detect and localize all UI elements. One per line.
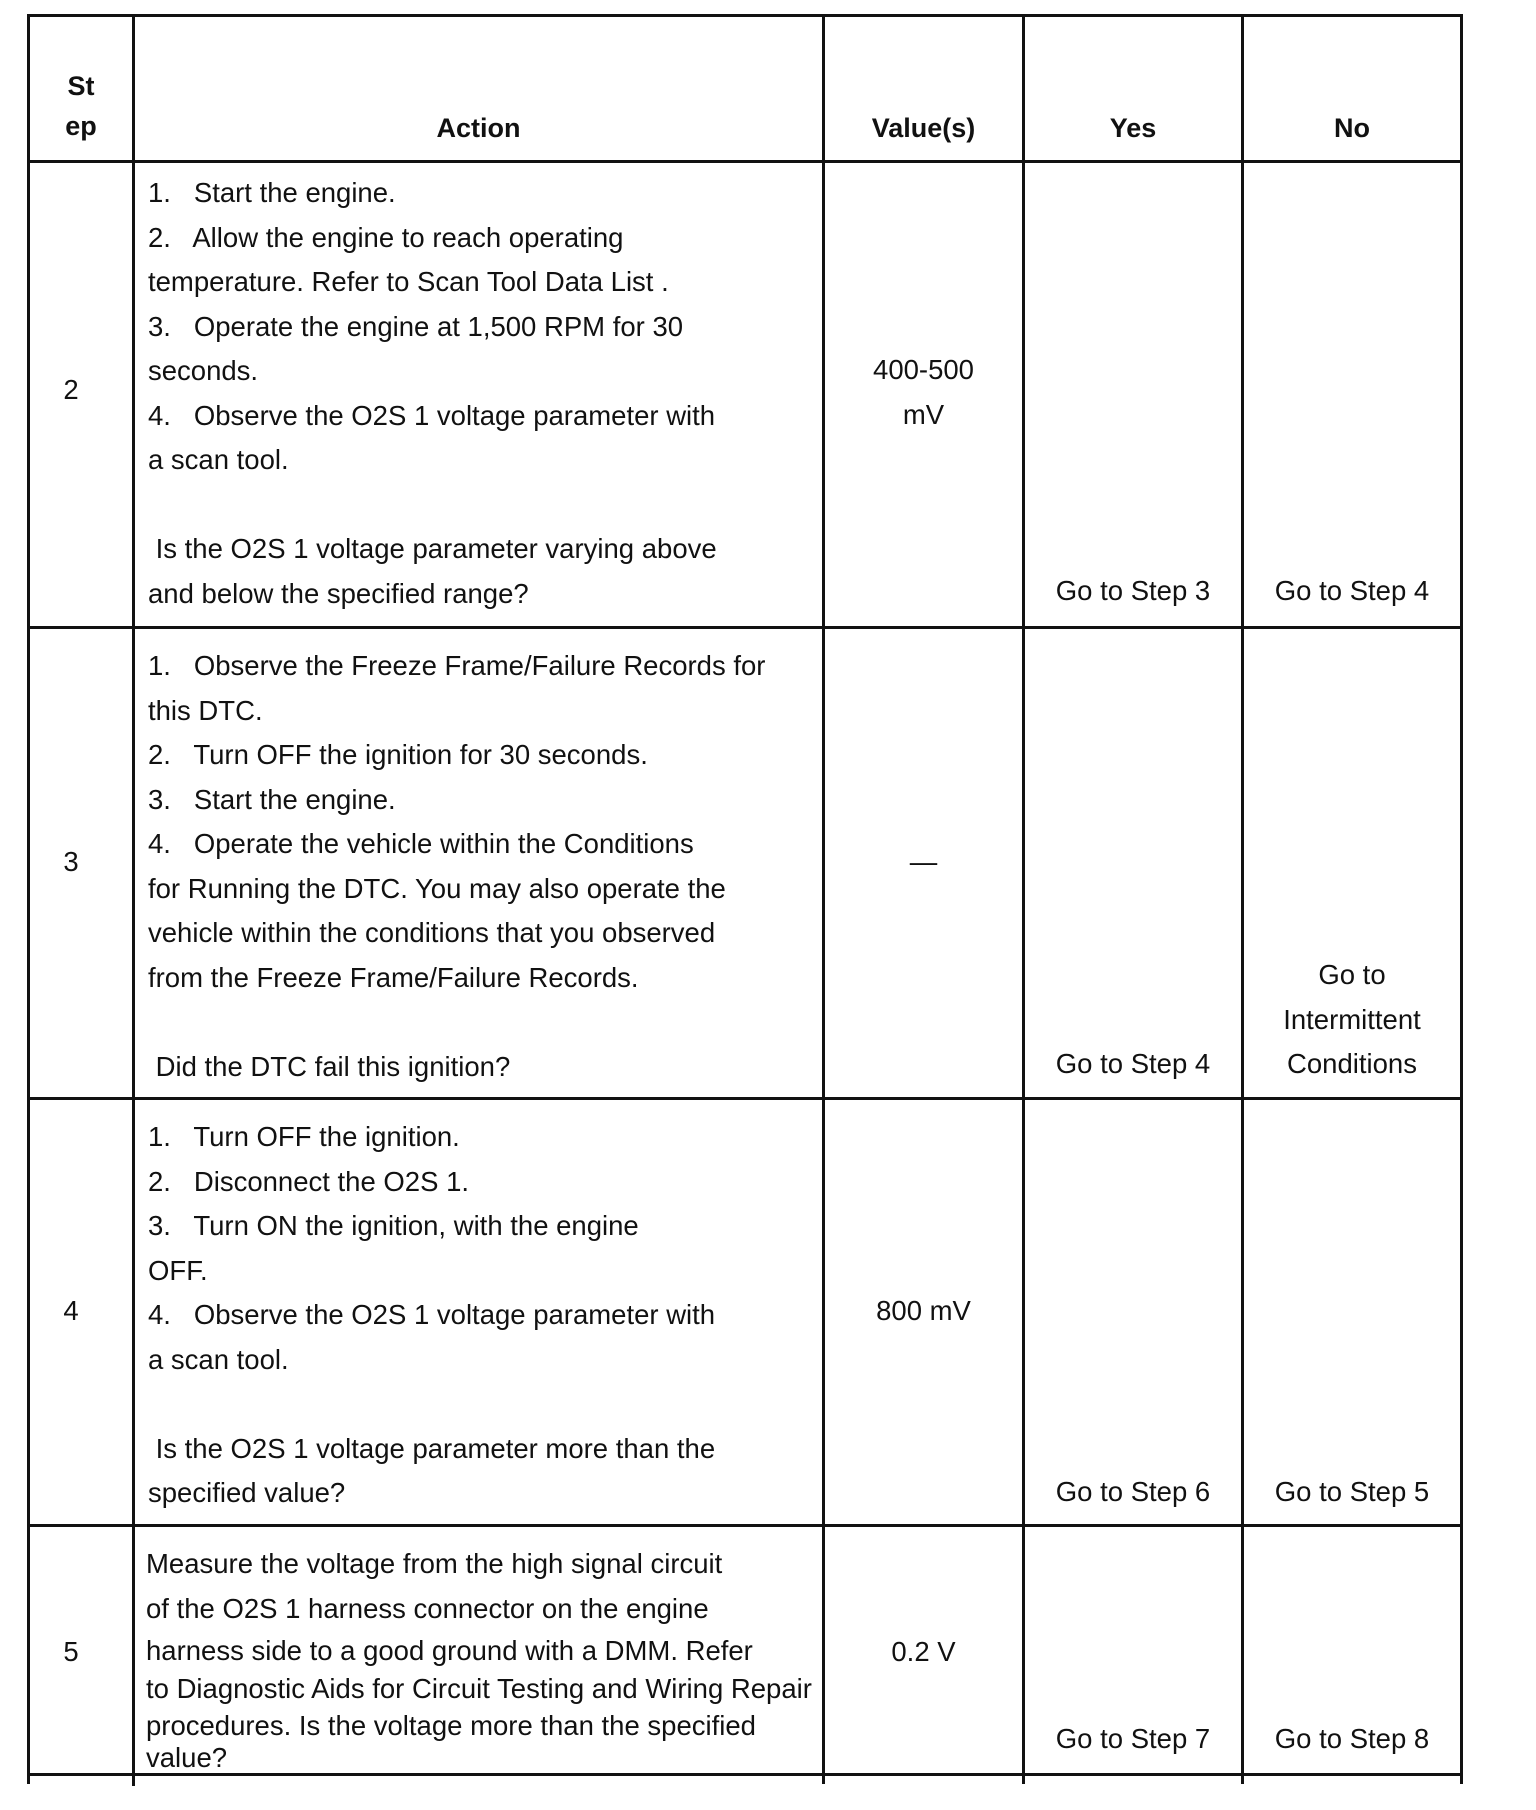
grid-line (27, 14, 30, 1784)
header-values-label: Value(s) (871, 113, 976, 143)
header-no (1244, 106, 1460, 151)
grid-line (27, 1773, 1463, 1776)
header-action (135, 106, 822, 151)
action-line: procedures. Is the voltage more than the specified (146, 1710, 756, 1741)
action-line: Did the DTC fail this ignition? (148, 1050, 511, 1082)
action-line: 4. Observe the O2S 1 voltage parameter with (148, 1299, 716, 1330)
no-cell (1244, 1717, 1460, 1762)
yes-cell (1025, 1470, 1241, 1515)
yes-text: Go to Step 6 (1055, 1476, 1211, 1507)
action-line: 1. Start the engine. (148, 177, 396, 208)
action-line: to Diagnostic Aids for Circuit Testing and Wiring Repair (146, 1673, 812, 1704)
action-line: and below the specified range? (148, 577, 529, 609)
step-number-text: 4 (63, 1295, 79, 1326)
action-line: value? (146, 1742, 228, 1773)
step-number-text: 3 (63, 846, 79, 877)
action-line: this DTC. (148, 694, 263, 726)
action-line: a scan tool. (148, 444, 289, 475)
action-line: 3. Start the engine. (148, 783, 396, 815)
value-line: mV (902, 398, 945, 430)
step-number (30, 840, 112, 885)
value-cell (825, 1630, 1022, 1675)
action-line: vehicle within the conditions that you observed (148, 917, 716, 948)
yes-cell (1025, 569, 1241, 614)
yes-text: Go to Step 4 (1055, 1048, 1211, 1079)
step-number (30, 368, 112, 413)
action-text (148, 1115, 818, 1516)
action-line: Is the O2S 1 voltage parameter varying above (148, 533, 717, 564)
action-line: harness side to a good ground with a DMM. Refer (146, 1635, 753, 1666)
value-cell (825, 840, 1022, 885)
grid-line (27, 14, 1463, 17)
action-line: of the O2S 1 harness connector on the engine (146, 1592, 709, 1624)
no-cell (1244, 1470, 1460, 1515)
value-line: 0.2 V (891, 1636, 956, 1667)
action-line: 2. Disconnect the O2S 1. (148, 1165, 470, 1197)
step-number (30, 1289, 112, 1334)
grid-line (27, 626, 1463, 629)
no-text: Go to Step 8 (1274, 1723, 1430, 1754)
action-line: Measure the voltage from the high signal circuit (146, 1548, 723, 1579)
yes-cell (1025, 1042, 1241, 1087)
action-line: temperature. Refer to Scan Tool Data List . (148, 266, 669, 297)
action-line: 2. Allow the engine to reach operating (148, 221, 624, 253)
grid-line (132, 14, 135, 1786)
action-line: for Running the DTC. You may also operate the (148, 872, 726, 904)
grid-line (27, 1097, 1463, 1100)
value-line: 800 mV (876, 1295, 971, 1326)
header-values (825, 106, 1022, 151)
step-number-text: 2 (63, 374, 79, 405)
action-text (148, 644, 818, 1089)
header-action-label: Action (436, 113, 521, 143)
action-text (146, 1542, 822, 1772)
action-text (148, 171, 818, 616)
value-line: — (909, 846, 938, 877)
grid-line (27, 1524, 1463, 1527)
grid-line (1022, 14, 1025, 1784)
action-line (148, 1382, 818, 1427)
action-line: 1. Observe the Freeze Frame/Failure Records for (148, 650, 766, 681)
value-cell (825, 1289, 1022, 1334)
header-yes-label: Yes (1109, 113, 1157, 143)
action-line: 3. Turn ON the ignition, with the engine (148, 1210, 639, 1241)
header-step-line: St (67, 71, 95, 101)
grid-line (1460, 14, 1463, 1784)
yes-cell (1025, 1717, 1241, 1762)
grid-line (27, 160, 1463, 163)
grid-line (822, 14, 825, 1784)
action-line (148, 483, 818, 528)
action-line: 4. Observe the O2S 1 voltage parameter with (148, 399, 716, 431)
action-line: specified value? (148, 1477, 346, 1508)
no-text: Go to Step 4 (1274, 575, 1430, 606)
no-line: Go to (1318, 959, 1386, 990)
yes-text: Go to Step 7 (1055, 1723, 1211, 1754)
action-line (148, 1000, 818, 1045)
header-step (30, 66, 132, 146)
header-yes (1025, 106, 1241, 151)
step-number (30, 1630, 112, 1675)
value-cell (825, 348, 1022, 437)
action-line: OFF. (148, 1254, 208, 1286)
action-line: 3. Operate the engine at 1,500 RPM for 30 (148, 310, 684, 342)
no-line: Conditions (1287, 1048, 1417, 1079)
header-no-label: No (1334, 113, 1370, 143)
action-line: seconds. (148, 355, 259, 386)
no-cell (1244, 953, 1460, 1087)
action-line: Is the O2S 1 voltage parameter more than the (148, 1432, 716, 1464)
action-line: from the Freeze Frame/Failure Records. (148, 961, 639, 993)
action-line: 1. Turn OFF the ignition. (148, 1121, 460, 1152)
action-line: 2. Turn OFF the ignition for 30 seconds. (148, 739, 648, 770)
action-line: a scan tool. (148, 1343, 289, 1375)
no-line: Intermittent (1283, 1003, 1421, 1035)
grid-line (1241, 14, 1244, 1784)
no-text: Go to Step 5 (1274, 1476, 1430, 1507)
header-step-line: ep (65, 111, 97, 141)
yes-text: Go to Step 3 (1055, 575, 1211, 606)
step-number-text: 5 (63, 1636, 79, 1667)
value-line: 400-500 (873, 354, 974, 385)
no-cell (1244, 569, 1460, 614)
action-line: 4. Operate the vehicle within the Conditions (148, 828, 694, 859)
